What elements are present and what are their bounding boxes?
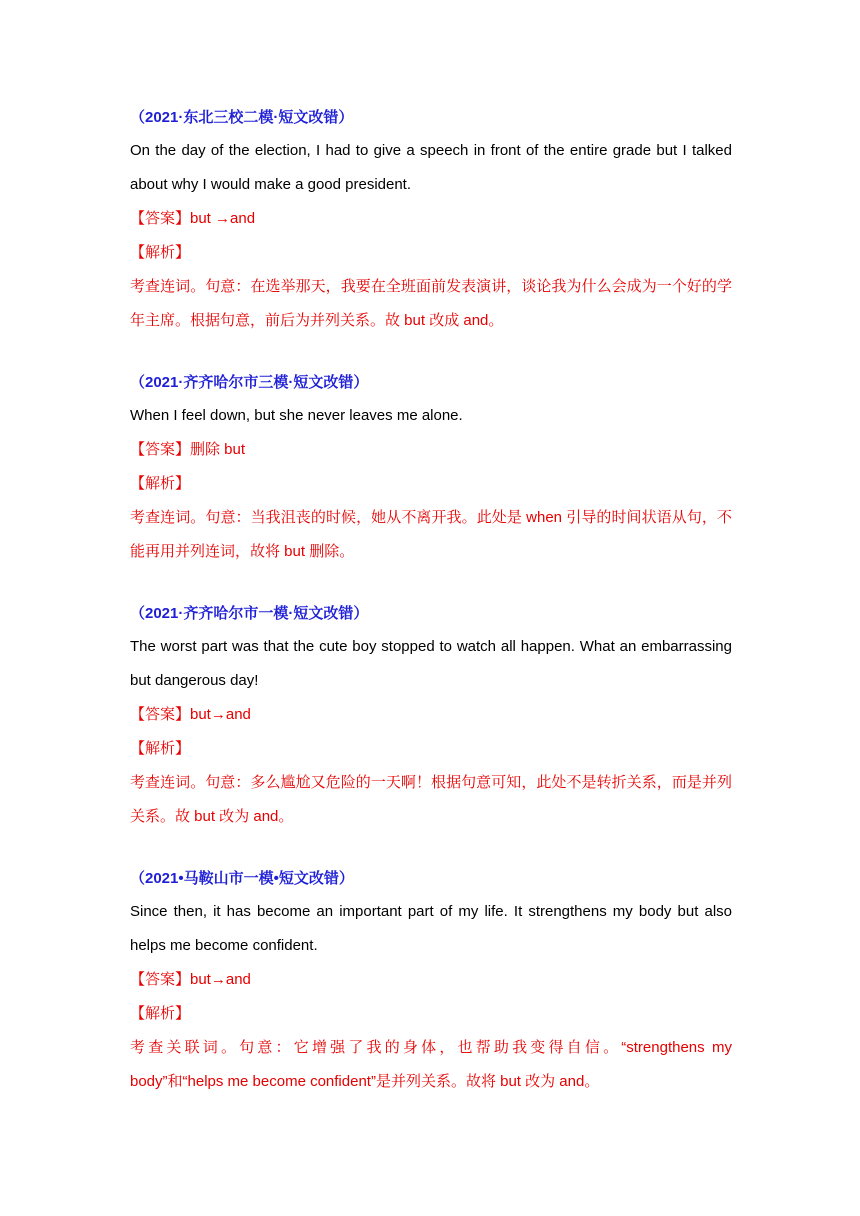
exercise-question: On the day of the election, I had to give a speech in front of the entire grade but I talked about why I would make a good president. <box>130 142 732 193</box>
exercise-answer: 【答案】删除 but <box>130 441 246 458</box>
exercise-item-4 <box>130 863 732 1099</box>
exercise-question: Since then, it has become an important part of my life. It strengthens my body but also helps me become confident. <box>130 903 732 954</box>
analysis-label: 【解析】 <box>130 1005 191 1022</box>
exercise-analysis: 考查连词。句意：多么尴尬又危险的一天啊！根据句意可知，此处不是转折关系，而是并列关系。故 but 改为 and。 <box>130 774 732 825</box>
exercise-source: （2021·齐齐哈尔市一模·短文改错） <box>130 605 369 622</box>
exercise-question: When I feel down, but she never leaves me alone. <box>130 407 463 424</box>
exercise-question: The worst part was that the cute boy stopped to watch all happen. What an embarrassing but dangerous day! <box>130 638 732 689</box>
exercise-answer: 【答案】but→and <box>130 706 251 723</box>
exercise-item-2 <box>130 367 732 569</box>
exercise-analysis: 考查连词。句意：当我沮丧的时候，她从不离开我。此处是 when 引导的时间状语从句，不能再用并列连词，故将 but 删除。 <box>130 509 732 560</box>
exercise-answer: 【答案】but→and <box>130 971 251 988</box>
exercise-analysis: 考查连词。句意：在选举那天，我要在全班面前发表演讲，谈论我为什么会成为一个好的学年主席。根据句意，前后为并列关系。故 but 改成 and。 <box>130 278 732 329</box>
exercise-item-3 <box>130 598 732 834</box>
analysis-label: 【解析】 <box>130 244 191 261</box>
exercise-item-1 <box>130 102 732 338</box>
analysis-label: 【解析】 <box>130 475 191 492</box>
exercise-answer: 【答案】but →and <box>130 210 256 227</box>
analysis-label: 【解析】 <box>130 740 191 757</box>
exercise-source: （2021·东北三校二模·短文改错） <box>130 109 354 126</box>
exercise-source: （2021·齐齐哈尔市三模·短文改错） <box>130 374 369 391</box>
exercise-source: （2021•马鞍山市一模•短文改错） <box>130 870 354 887</box>
exercise-analysis: 考查关联词。句意：它增强了我的身体，也帮助我变得自信。“strengthens my body”和“helps me become confident”是并列关系。故将 but 改为 and。 <box>130 1039 732 1090</box>
